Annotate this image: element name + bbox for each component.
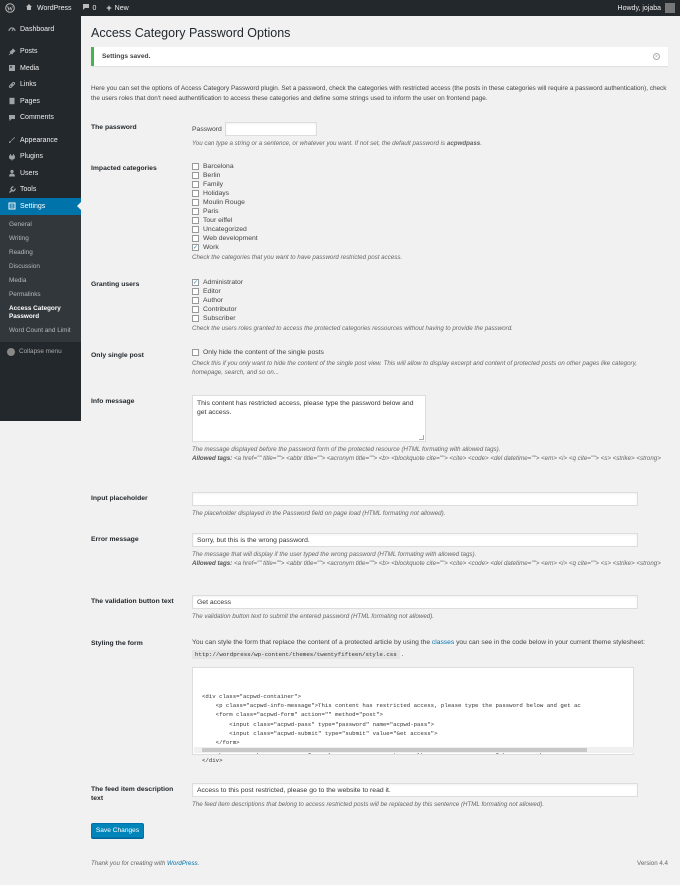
menu-label: Plugins	[20, 153, 43, 161]
dashboard-icon	[7, 25, 16, 34]
users-row-label: Granting users	[91, 281, 140, 288]
category-label: Family	[203, 181, 224, 188]
category-option[interactable]	[192, 216, 668, 225]
wordpress-link[interactable]: WordPress	[167, 860, 198, 867]
scrollbar-thumb[interactable]	[202, 748, 587, 752]
new-label: New	[114, 4, 129, 12]
info-message-value: This content has restricted access, please type the password below and get access.	[197, 400, 414, 416]
checkmark-icon: ✓	[192, 279, 199, 286]
code-line: <div class="acpwd-container">	[202, 692, 301, 700]
category-checkbox[interactable]	[192, 208, 199, 215]
footer	[91, 860, 668, 867]
comments-link[interactable]	[77, 0, 102, 16]
password-input[interactable]	[225, 122, 317, 136]
home-icon	[25, 3, 33, 13]
collapse-icon	[7, 348, 15, 356]
single-post-option[interactable]	[192, 348, 668, 357]
version-text: Version 4.4	[637, 860, 668, 867]
allowed-tags-list: <a href="" title=""> <abbr title=""> <acronym title=""> <b> <blockquote cite=""> <cite> <code> <del datetime=""> <em> <i> <q cite=""> <s> <strike> <strong>	[233, 455, 661, 462]
feed-row-label: The feed item description text	[91, 786, 174, 802]
category-option[interactable]	[192, 207, 668, 216]
category-option[interactable]	[192, 225, 668, 234]
category-label: Moulin Rouge	[203, 199, 245, 206]
category-option[interactable]	[192, 234, 668, 243]
settings-saved-notice	[91, 47, 668, 66]
menu-label: Media	[20, 64, 40, 72]
user-role-checkbox[interactable]	[192, 315, 199, 322]
category-checkbox[interactable]	[192, 199, 199, 206]
comment-bubble-icon	[82, 3, 90, 13]
users-description: Check the users roles granted to access the protected categories ressources without having to provide the password.	[192, 325, 513, 332]
pin-icon	[7, 47, 16, 56]
page-title: Access Category Password Options	[91, 26, 291, 40]
category-label: Holidays	[203, 190, 230, 197]
code-lines	[202, 692, 624, 766]
password-description	[192, 139, 668, 148]
user-role-option[interactable]	[192, 278, 668, 287]
input-placeholder-description: The placeholder displayed in the Password field on page load (HTML formating not allowed).	[192, 510, 446, 517]
user-role-checkbox[interactable]	[192, 288, 199, 295]
category-option[interactable]	[192, 198, 668, 207]
password-desc-end: .	[480, 140, 482, 147]
single-post-row-label: Only single post	[91, 352, 144, 359]
footer-thanks	[91, 860, 199, 867]
brush-icon	[7, 136, 16, 145]
menu-label: Pages	[20, 97, 40, 105]
code-horizontal-scrollbar[interactable]	[194, 747, 634, 753]
plus-icon: +	[106, 2, 112, 13]
resize-handle-icon[interactable]	[419, 435, 424, 440]
submenu-item-media[interactable]: Media	[9, 276, 27, 284]
svg-text:W: W	[6, 5, 14, 13]
category-option[interactable]	[192, 171, 668, 180]
user-role-option[interactable]	[192, 314, 668, 323]
default-password: acpwdpass	[446, 140, 481, 147]
link-icon	[7, 80, 16, 89]
single-post-checkbox-label: Only hide the content of the single posts	[203, 349, 324, 356]
allowed-tags-list: <a href="" title=""> <abbr title=""> <acronym title=""> <b> <blockquote cite=""> <cite> <code> <del datetime=""> <em> <i> <q cite=""> <s> <strike> <strong>	[233, 560, 661, 567]
allowed-tags-label: Allowed tags:	[192, 560, 233, 567]
info-message-row-label: Info message	[91, 398, 135, 405]
css-classes-code-block[interactable]	[192, 667, 634, 765]
single-post-description: Check this if you only want to hide the content of the single post view. This will allow to display excerpt and content of protected posts on other pages like category, homepage, search, and so on...	[192, 360, 637, 376]
category-checkbox[interactable]	[192, 190, 199, 197]
category-option[interactable]	[192, 180, 668, 189]
stylesheet-path: http://wordpress/wp-content/themes/twentyfifteen/style.css	[192, 650, 400, 659]
input-placeholder-field[interactable]	[192, 492, 638, 506]
categories-list	[192, 162, 668, 252]
submenu-item-general[interactable]: General	[9, 220, 32, 228]
error-message-allowed-tags	[192, 559, 668, 568]
stylesheet-path-end: .	[401, 650, 404, 658]
category-checkbox[interactable]	[192, 217, 199, 224]
styling-row-label: Styling the form	[91, 640, 143, 647]
user-role-checkbox[interactable]	[192, 279, 199, 286]
menu-item-comments[interactable]	[0, 110, 81, 127]
save-changes-button[interactable]: Save Changes	[91, 823, 144, 838]
code-line: <p class="acpwd-info-message">This content has restricted access, please type the password below and get ac	[202, 702, 581, 710]
menu-item-links[interactable]	[0, 77, 81, 94]
my-account-link[interactable]	[613, 0, 680, 16]
single-post-checkbox[interactable]	[192, 349, 199, 356]
menu-item-plugins[interactable]	[0, 149, 81, 166]
notice-text: Settings saved.	[102, 53, 151, 60]
category-label: Tour eiffel	[203, 217, 233, 224]
submenu-item-permalinks[interactable]: Permalinks	[9, 290, 41, 298]
user-role-checkbox[interactable]	[192, 297, 199, 304]
category-option[interactable]	[192, 162, 668, 171]
media-icon	[7, 64, 16, 73]
menu-item-dashboard[interactable]	[0, 21, 81, 38]
site-name: WordPress	[37, 4, 72, 12]
feed-description: The feed item descriptions that belong to access restricted posts will be replaced by this sentence (HTML formating not allowed).	[192, 801, 545, 808]
info-message-textarea[interactable]	[192, 395, 426, 442]
categories-row-label: Impacted categories	[91, 165, 157, 172]
user-role-label: Editor	[203, 288, 221, 295]
menu-label: Posts	[20, 48, 38, 56]
menu-label: Settings	[20, 202, 46, 210]
styling-intro	[192, 638, 668, 648]
info-message-description: The message displayed before the password form of the protected resource (HTML formating with allowed tags).	[192, 446, 501, 453]
classes-link[interactable]: classes	[431, 639, 455, 646]
menu-item-settings[interactable]	[0, 198, 81, 215]
category-checkbox[interactable]	[192, 235, 199, 242]
category-option[interactable]	[192, 243, 668, 252]
menu-label: Dashboard	[20, 25, 55, 33]
menu-label: Appearance	[20, 136, 58, 144]
categories-description: Check the categories that you want to have password restricted post access.	[192, 254, 403, 261]
category-checkbox[interactable]	[192, 244, 199, 251]
input-placeholder-row-label: Input placeholder	[91, 495, 148, 502]
category-checkbox[interactable]	[192, 163, 199, 170]
checkmark-icon: ✓	[192, 244, 199, 251]
comments-count: 0	[92, 4, 97, 12]
thanks-text: Thank you for creating with	[91, 860, 166, 867]
menu-item-posts[interactable]	[0, 44, 81, 61]
category-checkbox[interactable]	[192, 172, 199, 179]
validation-button-description: The validation button text to submit the entered password (HTML formating not allowed).	[192, 613, 435, 620]
admin-bar	[0, 0, 680, 16]
menu-item-pages[interactable]	[0, 93, 81, 110]
info-message-allowed-tags	[192, 454, 668, 463]
settings-submenu	[0, 215, 81, 342]
category-label: Paris	[203, 208, 219, 215]
code-line: </div>	[202, 757, 223, 765]
user-role-checkbox[interactable]	[192, 306, 199, 313]
user-role-option[interactable]	[192, 287, 668, 296]
plug-icon	[7, 152, 16, 161]
menu-item-users[interactable]	[0, 165, 81, 182]
menu-label: Users	[20, 169, 39, 177]
password-field-label: Password	[192, 125, 222, 133]
menu-label: Comments	[20, 114, 54, 122]
error-message-field[interactable]: Sorry, but this is the wrong password.	[192, 533, 638, 547]
validation-button-row-label: The validation button text	[91, 598, 174, 605]
category-label: Work	[203, 244, 219, 251]
category-label: Berlin	[203, 172, 221, 179]
allowed-tags-label: Allowed tags:	[192, 455, 233, 462]
user-icon	[7, 169, 16, 178]
user-role-label: Administrator	[203, 279, 244, 286]
user-role-option[interactable]	[192, 296, 668, 305]
user-role-label: Contributor	[203, 306, 237, 313]
menu-item-tools[interactable]	[0, 182, 81, 199]
password-desc-text: You can type a string or a sentence, or whatever you want. If not set, the default password is	[192, 140, 446, 147]
feed-description-field[interactable]: Access to this post restricted, please go to the website to read it.	[192, 783, 638, 797]
menu-item-appearance[interactable]	[0, 132, 81, 149]
howdy-text: Howdy, jojaba	[617, 4, 661, 12]
validation-button-field[interactable]: Get access	[192, 595, 638, 609]
menu-label: Tools	[20, 186, 37, 194]
menu-item-media[interactable]	[0, 60, 81, 77]
code-line: <input class="acpwd-submit" type="submit" value="Get access">	[202, 729, 438, 737]
submenu-item-discussion[interactable]: Discussion	[9, 262, 40, 270]
code-line: <input class="acpwd-pass" type="password" name="acpwd-pass">	[202, 720, 435, 728]
wordpress-logo-icon[interactable]	[0, 0, 20, 16]
thanks-end: .	[197, 860, 200, 867]
comment-icon	[7, 113, 16, 122]
user-role-label: Subscriber	[203, 315, 236, 322]
users-list	[192, 278, 668, 323]
user-role-option[interactable]	[192, 305, 668, 314]
user-role-label: Author	[203, 297, 224, 304]
menu-label: Links	[20, 81, 37, 89]
error-message-row-label: Error message	[91, 536, 139, 543]
submenu-item-reading[interactable]: Reading	[9, 248, 33, 256]
page-icon	[7, 97, 16, 106]
wrench-icon	[7, 185, 16, 194]
category-label: Uncategorized	[203, 226, 247, 233]
styling-text-end: you can see in the code below in your current theme stylesheet:	[456, 639, 645, 646]
collapse-menu-button[interactable]	[0, 342, 81, 362]
submenu-item-writing[interactable]: Writing	[9, 234, 29, 242]
admin-sidebar	[0, 16, 81, 421]
error-message-description: The message that will display if the user typed the wrong password (HTML formating with allowed tags).	[192, 551, 477, 558]
stylesheet-path-line	[192, 650, 668, 659]
category-label: Web development	[203, 235, 258, 242]
password-row-label: The password	[91, 124, 137, 131]
avatar	[665, 3, 675, 13]
submenu-item-word-count[interactable]: Word Count and Limit	[9, 326, 71, 334]
category-label: Barcelona	[203, 163, 234, 170]
category-checkbox[interactable]	[192, 226, 199, 233]
category-option[interactable]	[192, 189, 668, 198]
styling-text: You can style the form that replace the content of a protected article by using the	[192, 639, 431, 646]
intro-text: Here you can set the options of Access Category Password plugin. Set a password, check the categories with restricted access (the posts in these categories will require a password authentication), check the users roles that don't need authentification to access these categories and define some strings used to inform the user on frontend page.	[91, 85, 667, 102]
settings-icon	[7, 202, 16, 211]
site-name-link[interactable]	[20, 0, 77, 16]
submenu-item-access-category-password[interactable]: Access Category Password	[9, 304, 61, 320]
category-checkbox[interactable]	[192, 181, 199, 188]
collapse-label: Collapse menu	[19, 348, 62, 355]
dismiss-notice-icon[interactable]: ×	[653, 53, 660, 60]
code-line: </form>	[202, 738, 240, 746]
code-line: <form class="acpwd-form" action="" method="post">	[202, 711, 383, 719]
new-content-link[interactable]	[101, 0, 133, 16]
